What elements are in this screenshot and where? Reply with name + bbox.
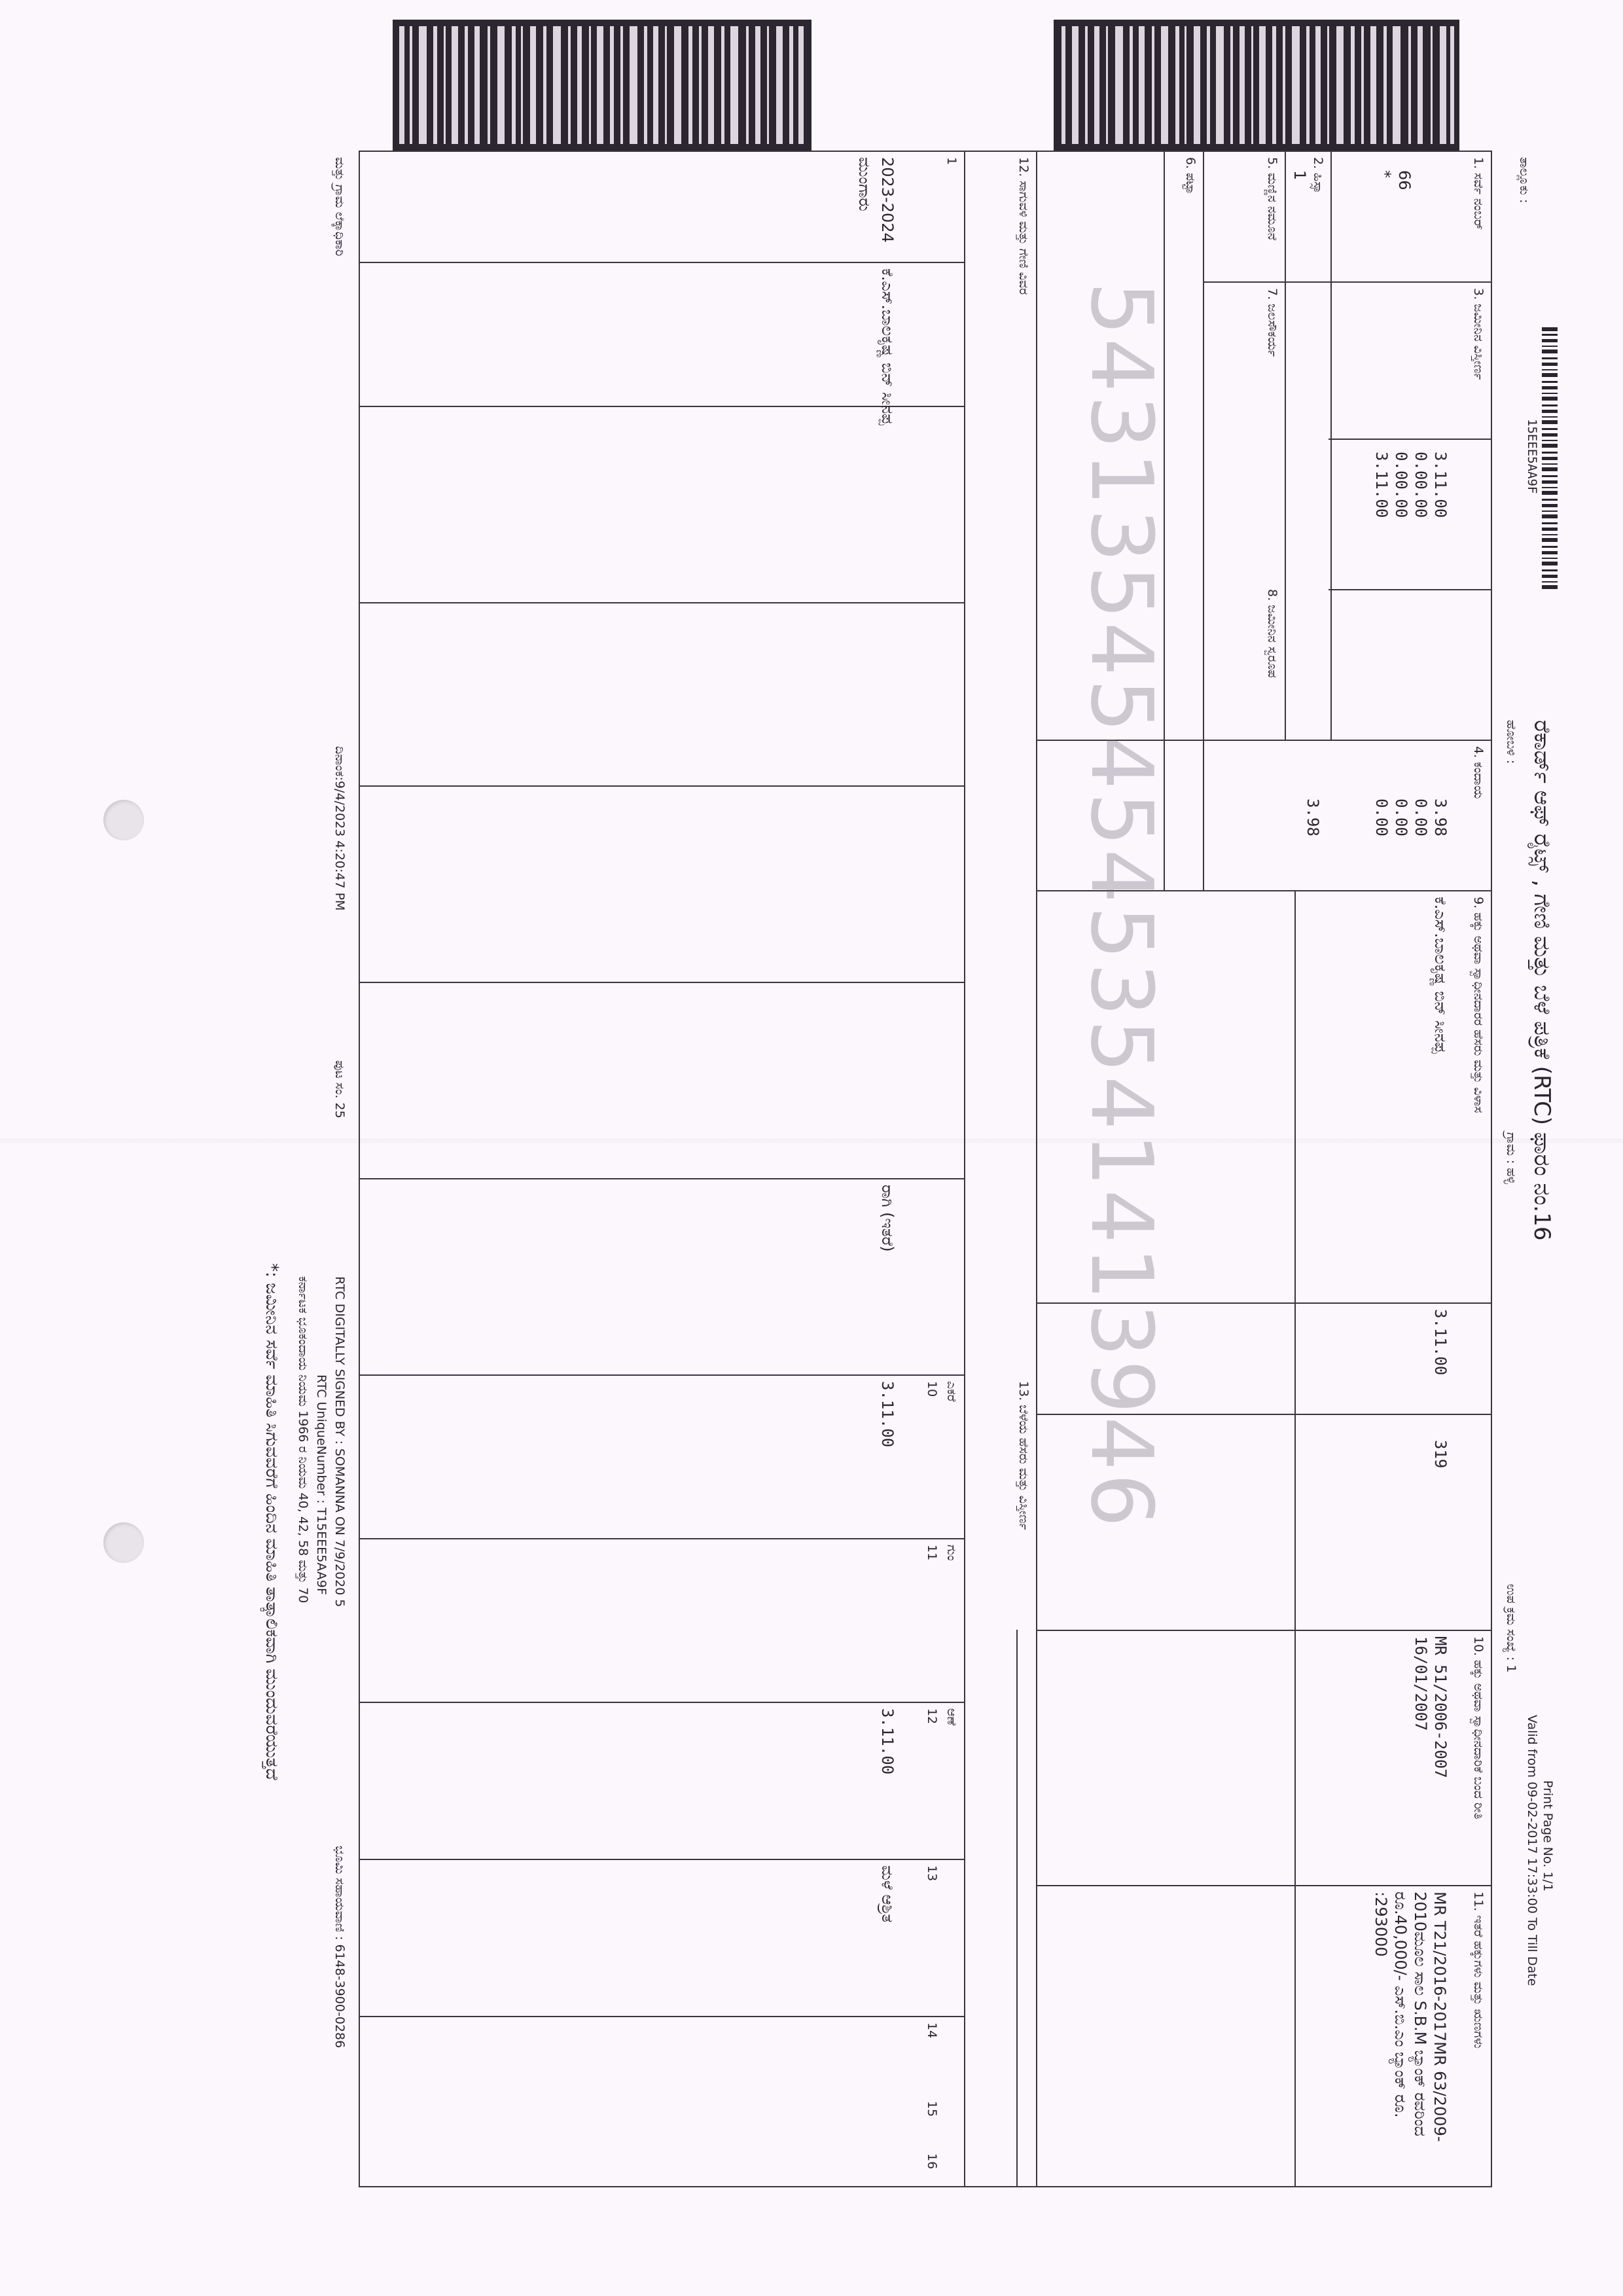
taluk-label: ತಾಲ್ಲೂಕು : (1517, 157, 1531, 204)
area-net: 3.11.00 (1372, 452, 1391, 518)
village-label: ಗ್ರಾಮ : ಹಳ್ಳಿ (1504, 1132, 1518, 1185)
hissa-number: 1 (1291, 170, 1309, 181)
col-hissa-header: 2. ಹಿಸ್ಸಾ (1311, 157, 1325, 194)
unique-number: RTC UniqueNumber : T15EEE5AA9F (314, 1374, 329, 1595)
revenue-sum: 3.98 (1304, 798, 1322, 836)
col-area-header: 3. ಜಮೀನಿನ ವಿಸ್ತೀರ್ಣ (1471, 288, 1486, 380)
area-kharab-b: 0.00.00 (1392, 452, 1410, 518)
crop-num-15: 15 (925, 2101, 939, 2117)
col-revenue-header: 4. ಕಂದಾಯ (1471, 746, 1486, 799)
crop-num-11: 11 (925, 1545, 939, 1561)
revenue-b: 0.00 (1392, 798, 1410, 836)
col-owner-header: 9. ಹಕ್ಕು ಅಥವಾ ಸ್ವಾಧೀನದಾರರ ಹೆಸರು ಮತ್ತು ವಿಳಾಸ (1471, 897, 1486, 1113)
revenue-c: 0.00 (1372, 798, 1391, 836)
crop-hdr-gunta: ಗುಂ (944, 1545, 959, 1561)
survey-number: 66 (1395, 170, 1414, 190)
rtc-form-sheet (249, 131, 1558, 2225)
linear-barcode (1542, 327, 1558, 602)
col-water-header: 7. ಜಲಸೌಕರ್ಯ (1265, 288, 1279, 357)
crop-hdr-acre: ಎಕರೆ (944, 1381, 959, 1402)
col-crop-header: 13. ಬೆಳೆಯ ಹೆಸರು ಮತ್ತು ವಿಸ್ತೀರ್ಣ (1016, 1381, 1031, 1530)
crop-year: 2023-2024 (878, 157, 897, 243)
crop-cultivator: ಕೆ.ಎಸ್.ಬಾಲಕೃಷ್ಣ ಬಿನ್ ಸೀನಪ್ಪ (878, 268, 897, 425)
crop-num-12: 12 (925, 1708, 939, 1725)
col-soil-header: 5. ಮಣ್ಣಿನ ನಮೂನೆ (1265, 157, 1279, 241)
footnote: *: ಜಮೀನಿನ ಸರ್ವೆ ಮಾಹಿತಿ ಸಿಗುವವರೆಗೆ ಹಿಂದಿನ ಮಾಹಿತಿ ತಾತ್ಕಾಲಿಕವಾಗಿ ಮುಂದುವರೆಯುತ್ತದೆ (262, 1263, 281, 1780)
punch-hole (103, 800, 144, 840)
revenue-total: 3.98 (1431, 798, 1450, 836)
water-source: ಮಳೆ ಆಶ್ರಿತ (878, 1865, 897, 1923)
col-land-type-header: 8. ಜಮೀನಿನ ಸ್ವರೂಪ (1265, 589, 1279, 678)
owner-khata: 319 (1431, 1440, 1450, 1469)
hobli-label: ಹೋಬಳಿ : (1504, 720, 1518, 764)
survey-star: * (1376, 170, 1394, 178)
crop-hdr-ane: ಆಣೆ (944, 1708, 959, 1726)
crop-num-16: 16 (925, 2153, 939, 2170)
punch-hole (103, 1522, 144, 1563)
crop-area: 3.11.00 (878, 1381, 897, 1448)
crop-name: ರಾಗಿ (ಇತರೆ) (878, 1185, 897, 1252)
valid-from: Valid from 09-02-2017 17:33:00 To Till Date (1525, 1715, 1539, 1986)
col-other-rights-header: 11. ಇತರೆ ಹಕ್ಕುಗಳು ಮತ್ತು ಋಣಗಳು (1471, 1892, 1486, 2049)
area-kharab-a: 0.00.00 (1412, 452, 1430, 518)
col-patta-header: 6. ಪಟ್ಟಾ (1183, 157, 1198, 194)
helpline: ಭೂಮಿ ಸಹಾಯವಾಣಿ : 6148-3900-0286 (332, 1846, 347, 2049)
owner-area: 3.11.00 (1431, 1309, 1450, 1376)
owner-name: ಕೆ.ಎಸ್.ಬಾಲಕೃಷ್ಣ ಬಿನ್ ಸೀನಪ್ಪ (1431, 897, 1450, 1054)
digital-sign: RTC DIGITALLY SIGNED BY : SOMANNA ON 7/9/2020 5 (332, 1276, 347, 1607)
irrigated-area: 3.11.00 (878, 1708, 897, 1775)
other-rights: MR T21/2016-2017MR 63/2009-2010ಮೂಲ ಸಾಲ S.B.M ಬ್ಯಾಂಕ್ ರವರಿಂದ ರೂ.40,000/- ಎಸ್.ಬಿ.ಎಂ ಬ್ಯಾಂಕ್ ರೂ. :293000 (1372, 1892, 1449, 2142)
mutation-number: MR 51/2006-2007 (1431, 1636, 1450, 1778)
crop-num-10: 10 (925, 1381, 939, 1397)
col-survey-header: 1. ಸರ್ವೆ ನಂಬರ್ (1471, 157, 1486, 230)
area-total: 3.11.00 (1431, 452, 1450, 518)
print-page: Print Page No. 1/1 (1541, 1780, 1555, 1892)
col-mode-header: 10. ಹಕ್ಕು ಅಥವಾ ಸ್ವಾಧೀನದಾರಿಕೆ ಬಂದ ರೀತಿ (1471, 1636, 1486, 1820)
sub-number: ಉಪ ಕ್ರಮ ಸಂಖ್ಯೆ : 1 (1504, 1584, 1518, 1673)
overlay-serial-number: 5431354545453541413946 (1072, 281, 1171, 1530)
page-ref: ಪುಟ ಸಂ. 25 (332, 1060, 347, 1119)
form-title: ರೆಕಾರ್ಡ್ ಆಫ್ ರೈಟ್ಸ್ , ಗೇಣಿ ಮತ್ತು ಬೆಳೆ ಪತ್ರಿಕೆ (RTC) ಫಾರಂ ನಂ.16 (1529, 720, 1555, 1241)
revenue-a: 0.00 (1412, 798, 1430, 836)
crop-num-13: 13 (925, 1865, 939, 1882)
rule-reference: ಕರ್ನಾಟಕ ಭೂಕಂದಾಯ ನಿಯಮ 1966 ರ ನಿಯಮ 40, 42, 58 ಮತ್ತು 70 (296, 1276, 310, 1604)
id-code: 15EEE5AA9F (1525, 419, 1539, 494)
print-date: ದಿನಾಂಕ:9/4/2023 4:20:47 PM (332, 746, 347, 911)
mutation-date: 16/01/2007 (1412, 1636, 1430, 1731)
left-footer-note: ಮತ್ತು ಗ್ರಾಮ ಲೆಕ್ಕಾಧಿಕಾರಿ (332, 157, 347, 257)
crop-num-14: 14 (925, 2022, 939, 2039)
col-cultivation-header: 12. ಸಾಗುವಳಿ ಮತ್ತು ಗೇಣಿ ವಿವರ (1016, 157, 1031, 295)
crop-num-1: 1 (944, 157, 959, 166)
crop-season: ಮುಂಗಾರು (855, 157, 874, 211)
